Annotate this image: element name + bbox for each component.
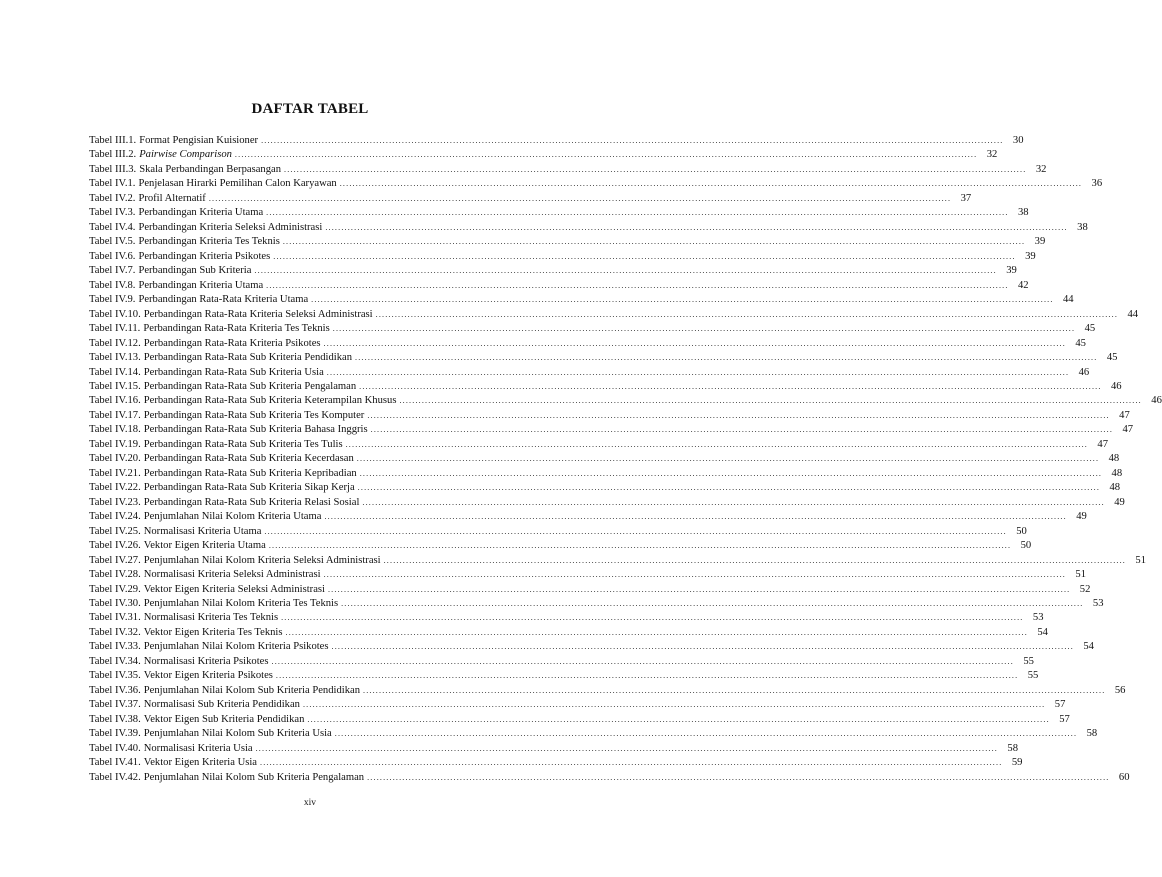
page-number: 44: [1062, 294, 1074, 306]
dot-leader: [261, 134, 1003, 148]
toc-entry[interactable]: [89, 727, 1098, 741]
table-number: Tabel IV.30.: [89, 598, 141, 609]
table-number: Tabel IV.11.: [89, 323, 141, 335]
toc-entry[interactable]: [89, 250, 1036, 264]
dot-leader: [384, 554, 1126, 568]
toc-entry[interactable]: [89, 597, 1104, 611]
dot-leader: [209, 192, 951, 206]
table-number: Tabel IV.3.: [89, 207, 136, 219]
toc-entry[interactable]: [89, 394, 1162, 408]
page-number: 46: [1151, 395, 1162, 407]
page-number: 46: [1110, 380, 1122, 392]
table-caption: Pairwise Comparison: [139, 149, 232, 161]
table-caption: Vektor Eigen Kriteria Seleksi Administrasi: [143, 583, 325, 595]
table-caption: Perbandingan Rata-Rata Sub Kriteria Kecerdasan: [143, 453, 354, 465]
page-number: 39: [1006, 265, 1017, 277]
table-caption: Perbandingan Rata-Rata Sub Kriteria Keterampilan Khusus: [143, 395, 397, 407]
dot-leader: [281, 611, 1023, 625]
dot-leader: [340, 177, 1082, 191]
table-number: Tabel IV.41.: [89, 757, 141, 769]
table-caption: Penjumlahan Nilai Kolom Kriteria Psikotes: [143, 641, 329, 653]
toc-entry[interactable]: [89, 525, 1027, 539]
toc-entry[interactable]: [89, 438, 1108, 452]
toc-entry-text: [89, 423, 368, 437]
toc-entry-text: [89, 626, 283, 640]
page-number: 59: [1011, 757, 1023, 769]
toc-entry-text: [89, 496, 359, 510]
toc-entry-text: [89, 221, 322, 235]
table-number: Tabel IV.33.: [89, 641, 141, 653]
dot-leader: [328, 583, 1070, 597]
page-number: 47: [1122, 424, 1134, 436]
table-caption: Perbandingan Kriteria Utama: [138, 207, 264, 219]
page-number: 37: [960, 192, 972, 204]
table-caption: Perbandingan Rata-Rata Sub Kriteria Tes Tulis: [143, 438, 343, 450]
page-number: 50: [1016, 525, 1027, 537]
dot-leader: [284, 163, 1026, 177]
page-number: 30: [1012, 135, 1024, 146]
dot-leader: [367, 771, 1109, 785]
table-number: Tabel IV.39.: [89, 728, 141, 740]
table-caption: Normalisasi Kriteria Utama: [143, 525, 262, 537]
page-number: 39: [1034, 236, 1046, 248]
toc-entry-text: [89, 452, 354, 466]
toc-entry-text: [89, 583, 325, 597]
dot-leader: [341, 597, 1083, 611]
dot-leader: [332, 640, 1074, 654]
table-number: Tabel IV.16.: [89, 395, 141, 407]
toc-entry-text: [89, 684, 360, 698]
toc-entry[interactable]: [89, 496, 1125, 510]
table-number: Tabel IV.22.: [89, 482, 141, 494]
page-number: 45: [1075, 337, 1086, 349]
toc-entry[interactable]: [89, 481, 1121, 495]
table-number: Tabel IV.12.: [89, 337, 141, 349]
toc-entry-text: [89, 163, 281, 177]
table-caption: Penjumlahan Nilai Kolom Kriteria Seleksi Administrasi: [143, 554, 381, 566]
table-caption: Normalisasi Kriteria Usia: [143, 742, 253, 754]
table-caption: Perbandingan Rata-Rata Sub Kriteria Tes Komputer: [143, 409, 365, 421]
dot-leader: [360, 467, 1102, 481]
dot-leader: [367, 409, 1109, 423]
toc-entry[interactable]: [89, 669, 1039, 683]
toc-entry-text: [89, 525, 261, 539]
toc-entry[interactable]: [89, 134, 1024, 148]
table-number: Tabel IV.9.: [89, 294, 136, 306]
toc-entry[interactable]: [89, 279, 1029, 293]
dot-leader: [325, 221, 1067, 235]
table-caption: Vektor Eigen Kriteria Usia: [143, 757, 257, 769]
dot-leader: [256, 742, 998, 756]
page-number: 58: [1086, 728, 1098, 740]
toc-entry-text: [89, 727, 332, 741]
page-number: 51: [1075, 569, 1086, 581]
dot-leader: [272, 655, 1014, 669]
table-caption: Perbandingan Rata-Rata Sub Kriteria Pengalaman: [143, 380, 357, 392]
table-caption: Vektor Eigen Kriteria Tes Teknis: [143, 626, 283, 638]
toc-entry[interactable]: [89, 337, 1086, 351]
toc-entry-text: [89, 264, 251, 278]
toc-entry-text: [89, 394, 396, 408]
table-number: Tabel IV.31.: [89, 612, 141, 624]
table-number: Tabel III.1.: [89, 135, 137, 146]
table-number: Tabel III.3.: [89, 163, 137, 175]
toc-entry[interactable]: [89, 221, 1088, 235]
toc-entry[interactable]: [89, 583, 1091, 597]
toc-entry-text: [89, 148, 232, 162]
page-number: 38: [1017, 207, 1029, 219]
toc-entry[interactable]: [89, 568, 1086, 582]
toc-entry[interactable]: [89, 293, 1074, 307]
toc-entry[interactable]: [89, 206, 1029, 220]
toc-entry[interactable]: [89, 351, 1118, 365]
page-number: 57: [1054, 699, 1066, 711]
toc-entry[interactable]: [89, 235, 1046, 249]
page-number: 44: [1127, 308, 1139, 320]
table-caption: Perbandingan Rata-Rata Kriteria Seleksi Administrasi: [143, 308, 373, 320]
page-number: 49: [1114, 496, 1125, 508]
toc-entry-text: [89, 351, 352, 365]
dot-leader: [358, 481, 1100, 495]
page-number: 49: [1076, 511, 1087, 523]
table-number: Tabel IV.6.: [89, 250, 136, 262]
toc-entry-text: [89, 756, 257, 770]
dot-leader: [335, 727, 1077, 741]
table-number: Tabel IV.13.: [89, 352, 141, 364]
table-caption: Perbandingan Kriteria Utama: [138, 279, 264, 291]
table-caption: Perbandingan Rata-Rata Sub Kriteria Sikap Kerja: [143, 482, 355, 494]
dot-leader: [303, 698, 1045, 712]
dot-leader: [333, 322, 1075, 336]
table-caption: Normalisasi Kriteria Seleksi Administrasi: [143, 569, 321, 581]
dot-leader: [260, 756, 1002, 770]
table-caption: Perbandingan Rata-Rata Sub Kriteria Pendidikan: [143, 352, 353, 364]
page-number: 53: [1092, 598, 1104, 609]
toc-entry-text: [89, 134, 258, 148]
toc-entry[interactable]: [89, 554, 1146, 568]
table-caption: Perbandingan Rata-Rata Kriteria Psikotes: [143, 337, 321, 349]
page-number: 54: [1083, 641, 1094, 653]
table-number: Tabel IV.32.: [89, 626, 141, 638]
table-number: Tabel IV.27.: [89, 554, 141, 566]
table-caption: Perbandingan Rata-Rata Kriteria Tes Teknis: [143, 323, 330, 335]
toc-entry-text: [89, 481, 355, 495]
toc-entry-text: [89, 308, 373, 322]
page-number: 48: [1111, 467, 1123, 479]
table-number: Tabel IV.35.: [89, 670, 141, 682]
toc-entry[interactable]: [89, 308, 1139, 322]
table-caption: Penjumlahan Nilai Kolom Kriteria Tes Teknis: [143, 598, 339, 609]
dot-leader: [346, 438, 1088, 452]
table-caption: Normalisasi Sub Kriteria Pendidikan: [143, 699, 300, 711]
table-number: Tabel IV.24.: [89, 511, 141, 523]
table-number: Tabel IV.19.: [89, 438, 141, 450]
page-number: 39: [1025, 250, 1036, 262]
table-number: Tabel IV.38.: [89, 713, 141, 725]
dot-leader: [324, 337, 1066, 351]
toc-entry-text: [89, 510, 321, 524]
toc-entry[interactable]: [89, 452, 1120, 466]
table-caption: Perbandingan Rata-Rata Sub Kriteria Bahasa Inggris: [143, 424, 368, 436]
dot-leader: [371, 423, 1113, 437]
dot-leader: [357, 452, 1099, 466]
page-number: 47: [1097, 438, 1108, 450]
dot-leader: [266, 279, 1008, 293]
table-caption: Perbandingan Rata-Rata Kriteria Utama: [138, 294, 309, 306]
table-number: Tabel IV.1.: [89, 178, 136, 190]
page-number: 51: [1135, 554, 1146, 566]
table-number: Tabel IV.14.: [89, 366, 141, 378]
toc-entry-text: [89, 640, 329, 654]
table-caption: Perbandingan Kriteria Seleksi Administrasi: [138, 221, 323, 233]
table-caption: Vektor Eigen Sub Kriteria Pendidikan: [143, 713, 305, 725]
table-caption: Perbandingan Rata-Rata Sub Kriteria Usia: [143, 366, 324, 378]
page-number: 47: [1119, 409, 1130, 421]
table-caption: Normalisasi Kriteria Tes Teknis: [143, 612, 279, 624]
toc-entry-text: [89, 655, 269, 669]
table-number: Tabel IV.21.: [89, 467, 141, 479]
toc-entry-text: [89, 177, 337, 191]
toc-entry[interactable]: [89, 655, 1034, 669]
dot-leader: [283, 235, 1025, 249]
toc-entry-text: [89, 611, 278, 625]
toc-entry[interactable]: [89, 698, 1066, 712]
table-number: Tabel IV.2.: [89, 192, 136, 204]
table-number: Tabel IV.36.: [89, 684, 141, 696]
table-caption: Format Pengisian Kuisioner: [139, 135, 259, 146]
dot-leader: [327, 366, 1069, 380]
toc-entry[interactable]: [89, 611, 1044, 625]
toc-entry-text: [89, 539, 266, 553]
toc-entry[interactable]: [89, 467, 1123, 481]
dot-leader: [269, 539, 1011, 553]
table-number: Tabel IV.15.: [89, 380, 141, 392]
toc-entry-text: [89, 366, 324, 380]
table-caption: Perbandingan Sub Kriteria: [138, 265, 252, 277]
table-caption: Vektor Eigen Kriteria Utama: [143, 540, 266, 552]
toc-entry-text: [89, 380, 356, 394]
table-number: Tabel IV.40.: [89, 742, 141, 754]
toc-entry[interactable]: [89, 742, 1018, 756]
toc-entry[interactable]: [89, 264, 1017, 278]
page-number: 57: [1059, 713, 1070, 725]
table-of-tables-list: [89, 134, 1162, 785]
dot-leader: [359, 380, 1101, 394]
toc-entry[interactable]: [89, 713, 1070, 727]
page-number: 56: [1114, 684, 1126, 696]
toc-entry-text: [89, 322, 330, 336]
dot-leader: [376, 308, 1118, 322]
table-caption: Penjumlahan Nilai Kolom Sub Kriteria Pengalaman: [143, 771, 365, 783]
page-number: 32: [986, 149, 998, 161]
table-caption: Penjelasan Hirarki Pemilihan Calon Karyawan: [138, 178, 337, 190]
page-number: 45: [1084, 323, 1096, 335]
table-caption: Perbandingan Kriteria Psikotes: [138, 250, 271, 262]
toc-entry-text: [89, 235, 280, 249]
dot-leader: [307, 713, 1049, 727]
dot-leader: [235, 148, 977, 162]
table-number: Tabel IV.26.: [89, 540, 141, 552]
toc-entry-text: [89, 279, 263, 293]
page-number: 45: [1106, 352, 1118, 364]
dot-leader: [264, 525, 1006, 539]
page-number: 46: [1078, 366, 1090, 378]
table-number: Tabel IV.28.: [89, 569, 141, 581]
toc-entry-text: [89, 713, 304, 727]
table-caption: Penjumlahan Nilai Kolom Sub Kriteria Pendidikan: [143, 684, 360, 696]
page-number: 50: [1020, 540, 1032, 552]
toc-entry-text: [89, 669, 273, 683]
toc-entry[interactable]: [89, 322, 1096, 336]
page-number: 58: [1007, 742, 1018, 754]
table-number: Tabel IV.8.: [89, 279, 136, 291]
table-number: Tabel IV.34.: [89, 655, 141, 667]
table-number: Tabel IV.23.: [89, 496, 141, 508]
toc-entry[interactable]: [89, 163, 1047, 177]
toc-entry-text: [89, 467, 357, 481]
page-title: DAFTAR TABEL: [251, 101, 369, 117]
table-caption: Profil Alternatif: [138, 192, 206, 204]
dot-leader: [324, 510, 1066, 524]
table-number: Tabel IV.20.: [89, 453, 141, 465]
toc-entry-text: [89, 409, 364, 423]
page-number: 55: [1023, 655, 1034, 667]
dot-leader: [362, 496, 1104, 510]
toc-entry[interactable]: [89, 640, 1094, 654]
dot-leader: [311, 293, 1053, 307]
table-number: Tabel IV.4.: [89, 221, 136, 233]
dot-leader: [324, 568, 1066, 582]
toc-entry-text: [89, 293, 308, 307]
page-number: 55: [1027, 670, 1039, 682]
table-caption: Perbandingan Kriteria Tes Teknis: [138, 236, 280, 248]
page-number: 36: [1091, 178, 1103, 190]
table-number: Tabel IV.18.: [89, 424, 141, 436]
table-number: Tabel IV.17.: [89, 409, 141, 421]
toc-entry[interactable]: [89, 510, 1087, 524]
table-caption: Vektor Eigen Kriteria Psikotes: [143, 670, 273, 682]
table-caption: Perbandingan Rata-Rata Sub Kriteria Relasi Sosial: [143, 496, 360, 508]
page-number: 52: [1079, 583, 1091, 595]
dot-leader: [276, 669, 1018, 683]
toc-entry[interactable]: [89, 409, 1130, 423]
toc-entry[interactable]: [89, 366, 1090, 380]
toc-entry[interactable]: [89, 684, 1126, 698]
toc-entry-text: [89, 698, 300, 712]
table-number: Tabel IV.37.: [89, 699, 141, 711]
toc-entry-text: [89, 337, 321, 351]
toc-entry-text: [89, 192, 206, 206]
toc-entry[interactable]: [89, 192, 972, 206]
page-number: 48: [1108, 453, 1120, 465]
toc-entry[interactable]: [89, 626, 1048, 640]
page-number: 38: [1077, 221, 1088, 233]
toc-entry[interactable]: [89, 380, 1122, 394]
page-number: 32: [1035, 163, 1047, 175]
toc-entry[interactable]: [89, 423, 1134, 437]
dot-leader: [273, 250, 1015, 264]
table-caption: Skala Perbandingan Berpasangan: [139, 163, 281, 175]
toc-entry-text: [89, 597, 338, 611]
toc-entry-text: [89, 206, 263, 220]
toc-entry[interactable]: [89, 771, 1130, 785]
table-number: Tabel IV.25.: [89, 525, 141, 537]
toc-entry[interactable]: [89, 539, 1032, 553]
toc-entry-text: [89, 438, 343, 452]
table-number: Tabel IV.5.: [89, 236, 136, 248]
dot-leader: [355, 351, 1097, 365]
table-number: Tabel III.2.: [89, 149, 137, 161]
toc-entry-text: [89, 568, 321, 582]
table-caption: Normalisasi Kriteria Psikotes: [143, 655, 269, 667]
page-number-footer: xiv: [303, 798, 317, 808]
table-number: Tabel IV.7.: [89, 265, 136, 277]
table-number: Tabel IV.10.: [89, 308, 141, 320]
table-caption: Penjumlahan Nilai Kolom Kriteria Utama: [143, 511, 322, 523]
page-number: 48: [1109, 482, 1121, 494]
table-number: Tabel IV.42.: [89, 771, 141, 783]
page-number: 42: [1017, 279, 1029, 291]
toc-entry-text: [89, 771, 364, 785]
dot-leader: [363, 684, 1105, 698]
dot-leader: [399, 394, 1141, 408]
page-number: 54: [1037, 626, 1048, 638]
table-caption: Perbandingan Rata-Rata Sub Kriteria Kepribadian: [143, 467, 357, 479]
table-caption: Penjumlahan Nilai Kolom Sub Kriteria Usia: [143, 728, 332, 740]
table-number: Tabel IV.29.: [89, 583, 141, 595]
toc-entry[interactable]: [89, 148, 998, 162]
toc-entry[interactable]: [89, 177, 1103, 191]
toc-entry-text: [89, 250, 270, 264]
dot-leader: [266, 206, 1008, 220]
page-number: 53: [1032, 612, 1044, 624]
dot-leader: [254, 264, 996, 278]
toc-entry-text: [89, 554, 381, 568]
toc-entry[interactable]: [89, 756, 1023, 770]
toc-entry-text: [89, 742, 253, 756]
dot-leader: [286, 626, 1028, 640]
page-number: 60: [1118, 771, 1130, 783]
